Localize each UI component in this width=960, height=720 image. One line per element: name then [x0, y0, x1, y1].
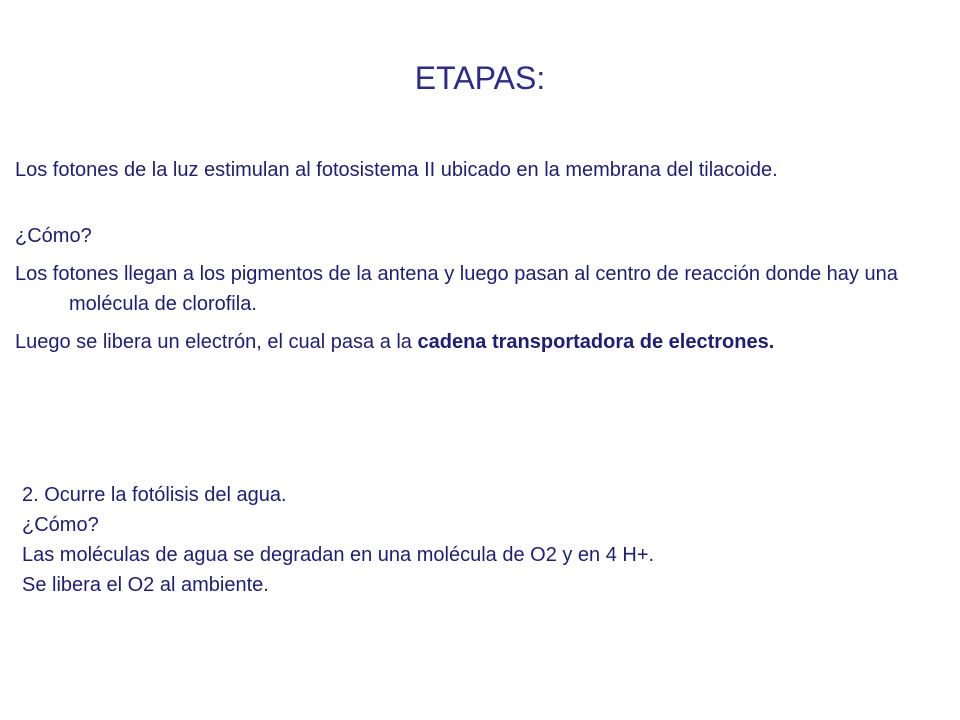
question-how-2: ¿Cómo? [22, 514, 99, 536]
slide-title: ETAPAS: [414, 60, 546, 96]
paragraph-antenna-pigments: Los fotones llegan a los pigmentos de la antena y luego pasan al centro de reacción donde hay una molécula de clorofila. [15, 263, 898, 315]
stage-2-text [22, 480, 922, 600]
paragraph-photons-stimulate: Los fotones de la luz estimulan al fotosistema II ubicado en la membrana del tilacoide. [15, 159, 778, 181]
electron-release-text: Luego se libera un electrón, el cual pasa a la [15, 331, 418, 353]
electron-transport-chain-term: cadena transportadora de electrones. [417, 331, 775, 353]
paragraph-electron-release [15, 327, 915, 357]
stage-2-heading: 2. Ocurre la fotólisis del agua. [22, 484, 287, 506]
question-how-1: ¿Cómo? [15, 225, 92, 247]
stage-1-text [15, 155, 915, 357]
paragraph-oxygen-release: Se libera el O2 al ambiente. [22, 574, 269, 596]
paragraph-water-degradation: Las moléculas de agua se degradan en una molécula de O2 y en 4 H+. [22, 544, 655, 566]
